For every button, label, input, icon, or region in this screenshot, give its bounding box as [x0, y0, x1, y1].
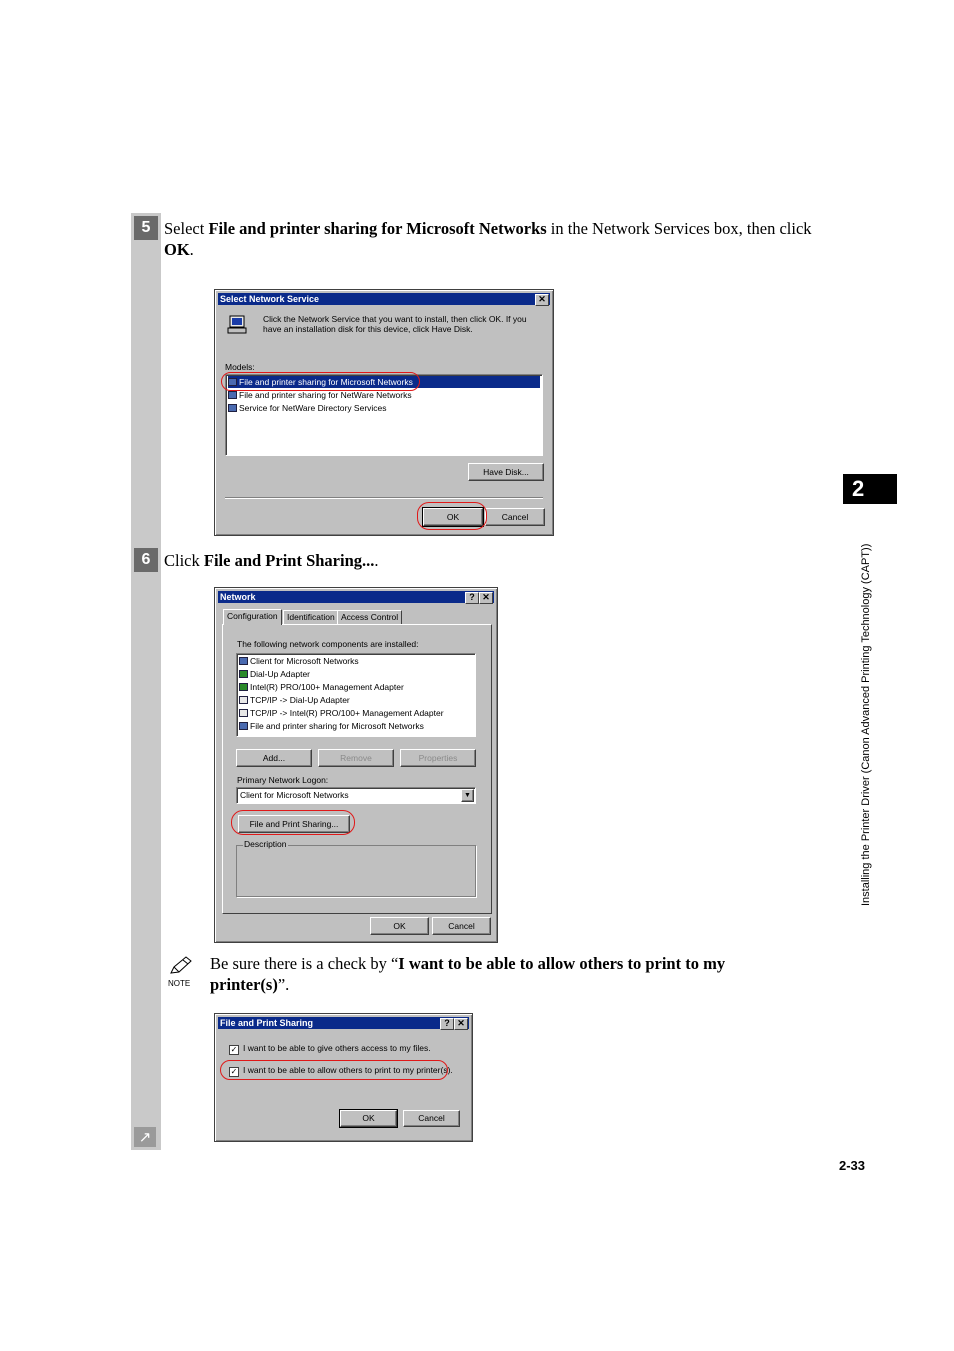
primary-logon-value: Client for Microsoft Networks: [240, 790, 349, 800]
page-number: 2-33: [839, 1158, 866, 1173]
primary-logon-label: Primary Network Logon:: [237, 775, 329, 785]
continue-arrow-icon: ↗: [134, 1127, 156, 1147]
share-files-option[interactable]: [229, 1043, 431, 1055]
highlight-ring: [220, 1060, 448, 1080]
list-item[interactable]: File and printer sharing for NetWare Networks: [228, 389, 540, 401]
list-item[interactable]: TCP/IP -> Dial-Up Adapter: [239, 694, 473, 706]
dialog-title: Network: [220, 592, 256, 602]
share-files-label: I want to be able to give others access to my files.: [243, 1043, 431, 1053]
divider: [225, 497, 543, 499]
chapter-tab: 2: [843, 474, 897, 504]
text-run: .: [189, 240, 194, 259]
file-and-print-sharing-button[interactable]: File and Print Sharing...: [238, 815, 350, 833]
close-icon[interactable]: ✕: [535, 294, 549, 306]
network-computer-icon: [227, 315, 249, 335]
ok-button[interactable]: OK: [423, 508, 483, 526]
text-run: Click: [164, 551, 204, 570]
pencil-icon: [166, 955, 194, 977]
text-run: ”.: [277, 975, 290, 994]
protocol-icon: [239, 696, 248, 704]
close-icon[interactable]: ✕: [454, 1018, 468, 1030]
emphasis-text: OK: [164, 240, 190, 259]
tab-access-control[interactable]: Access Control: [337, 610, 402, 624]
cancel-button[interactable]: Cancel: [432, 917, 491, 935]
adapter-icon: [239, 670, 248, 678]
protocol-icon: [239, 709, 248, 717]
client-icon: [239, 657, 248, 665]
running-title: Installing the Printer Driver (Canon Advanced Printing Technology (CAPT)): [860, 543, 872, 906]
text-run: .: [374, 551, 379, 570]
dialog-title-bar: [218, 591, 494, 603]
text-run: in the Network Services box, then click: [546, 219, 812, 238]
list-item[interactable]: TCP/IP -> Intel(R) PRO/100+ Management Adapter: [239, 707, 473, 719]
list-item[interactable]: Intel(R) PRO/100+ Management Adapter: [239, 681, 473, 693]
share-printers-label: I want to be able to allow others to print to my printer(s).: [243, 1065, 453, 1075]
dialog-title-bar: [218, 293, 550, 305]
highlight-ring: [417, 502, 487, 530]
step-5-text: [164, 218, 824, 260]
close-icon[interactable]: ✕: [479, 592, 493, 604]
instructions-text: Click the Network Service that you want to install, then click OK. If you have an installation disk for this device, click Have Disk.: [263, 314, 527, 334]
dialog-title: Select Network Service: [220, 294, 320, 304]
have-disk-button[interactable]: Have Disk...: [468, 463, 544, 481]
description-group: [236, 839, 476, 897]
help-icon[interactable]: ?: [440, 1018, 454, 1030]
remove-button[interactable]: Remove: [318, 749, 394, 767]
list-item[interactable]: Client for Microsoft Networks: [239, 655, 473, 667]
list-item[interactable]: Service for NetWare Directory Services: [228, 402, 540, 414]
tab-panel: [222, 624, 492, 914]
properties-button[interactable]: Properties: [400, 749, 476, 767]
chevron-down-icon[interactable]: ▼: [461, 789, 474, 802]
ok-button[interactable]: OK: [370, 917, 429, 935]
models-label: Models:: [225, 362, 255, 372]
service-icon: [239, 722, 248, 730]
step-number: 5: [134, 216, 158, 240]
step-gutter: [131, 213, 161, 1150]
emphasis-text: I want to be able to allow others to print to my printer(s): [210, 954, 726, 994]
highlight-ring: [231, 810, 355, 835]
dialog-title-bar: [218, 1017, 469, 1029]
note-label: NOTE: [168, 979, 191, 988]
list-item[interactable]: Dial-Up Adapter: [239, 668, 473, 680]
list-item[interactable]: File and printer sharing for Microsoft Networks: [228, 376, 540, 388]
service-icon: [228, 404, 237, 412]
step-6-text: [164, 550, 824, 571]
ok-button[interactable]: OK: [340, 1110, 397, 1127]
add-button[interactable]: Add...: [236, 749, 312, 767]
components-list[interactable]: [236, 653, 476, 737]
select-network-service-dialog: [214, 289, 554, 536]
note-text: [210, 953, 790, 995]
help-icon[interactable]: ?: [465, 592, 479, 604]
share-files-checkbox[interactable]: ✓: [230, 1045, 238, 1054]
text-run: Be sure there is a check by “: [210, 954, 399, 973]
step-number: 6: [134, 548, 158, 572]
primary-logon-select[interactable]: [236, 787, 476, 804]
cancel-button[interactable]: Cancel: [485, 508, 545, 526]
text-run: Select: [164, 219, 209, 238]
emphasis-text: File and printer sharing for Microsoft Networks: [208, 219, 547, 238]
adapter-icon: [239, 683, 248, 691]
list-item[interactable]: File and printer sharing for Microsoft Networks: [239, 720, 473, 732]
description-label: Description: [244, 839, 287, 849]
tab-configuration[interactable]: Configuration: [223, 609, 282, 625]
file-and-print-sharing-dialog: [214, 1013, 473, 1142]
share-printers-checkbox[interactable]: ✓: [230, 1067, 238, 1076]
dialog-title: File and Print Sharing: [220, 1018, 314, 1028]
service-icon: [228, 391, 237, 399]
emphasis-text: File and Print Sharing...: [203, 551, 375, 570]
highlight-ring: [221, 372, 420, 391]
tab-identification[interactable]: Identification: [283, 610, 339, 624]
cancel-button[interactable]: Cancel: [403, 1110, 460, 1127]
components-label: The following network components are installed:: [237, 639, 419, 649]
network-dialog: [214, 587, 498, 943]
